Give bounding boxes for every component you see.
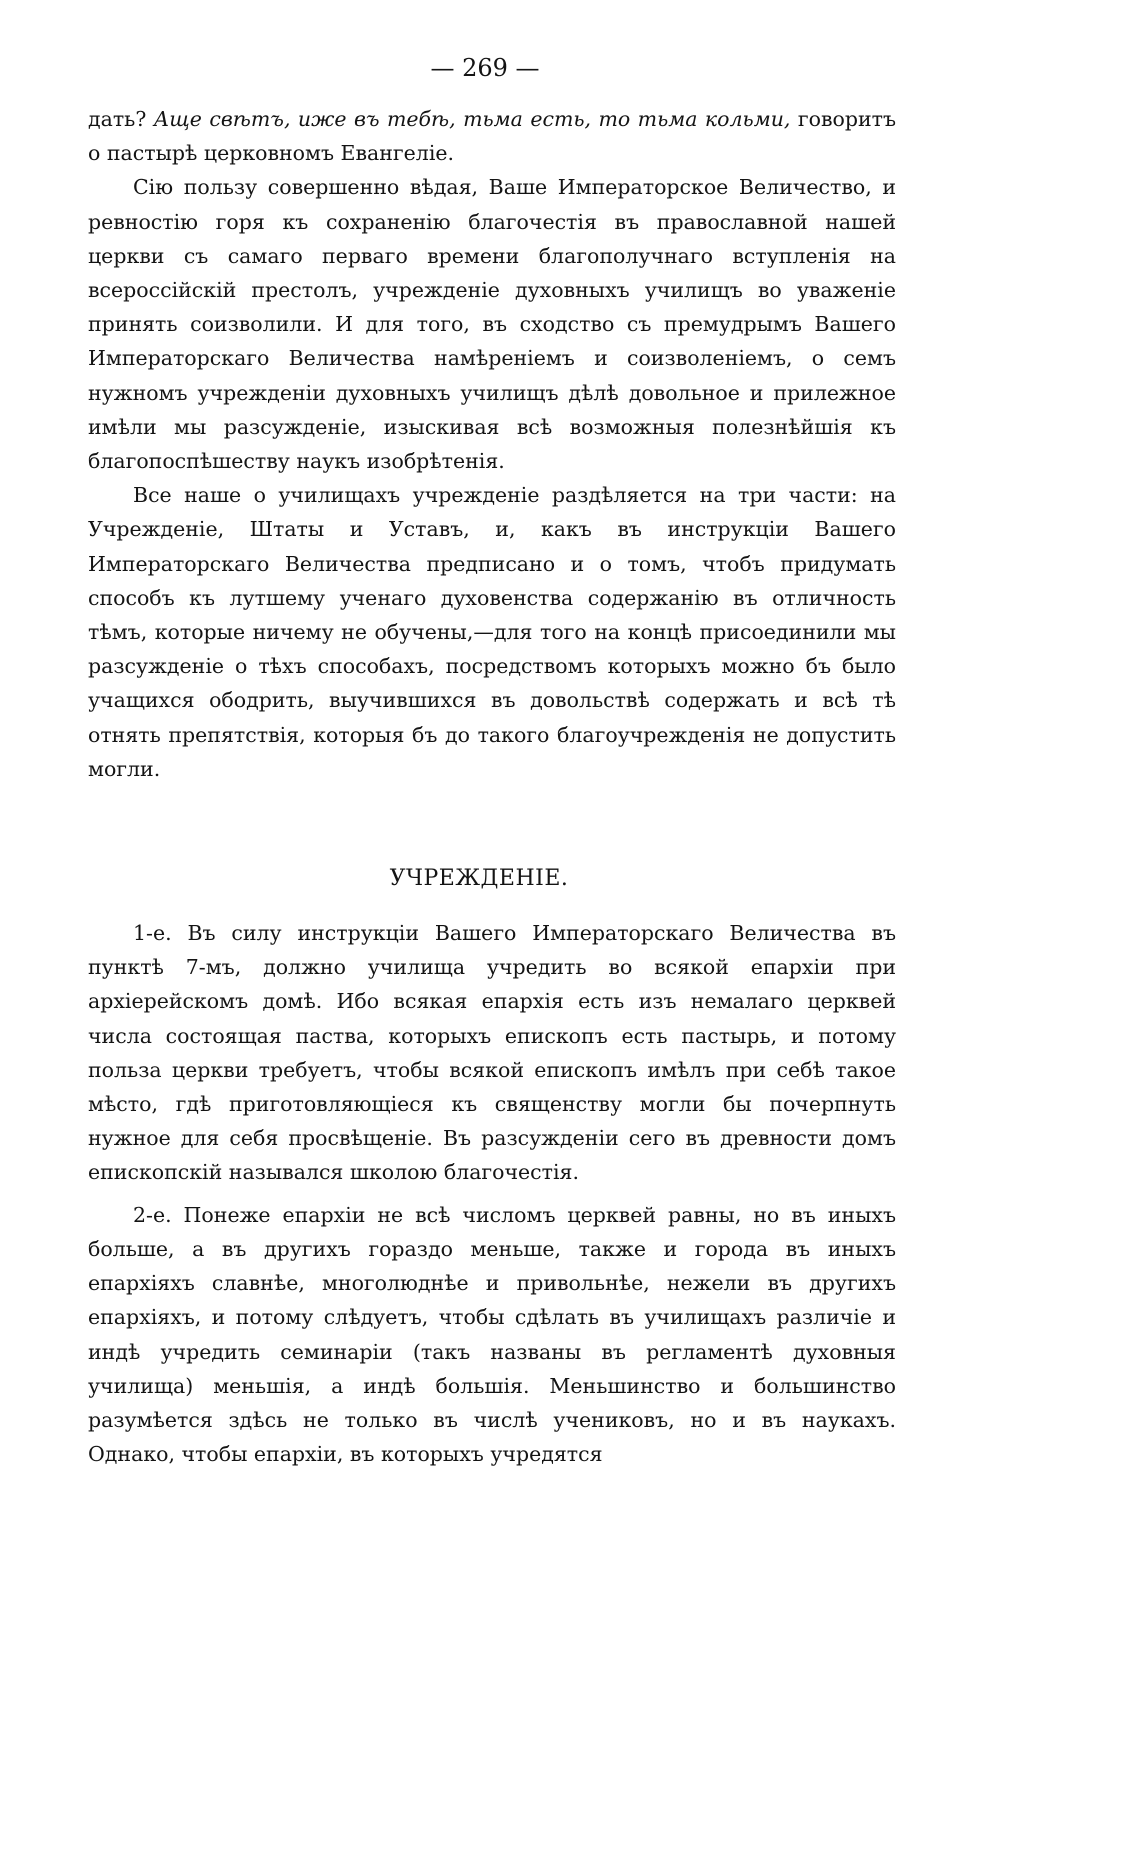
numbered-article: 2-е. Понеже епархіи не всѣ числомъ церквей равны, но въ иныхъ больше, а въ другихъ гораздо меньше, также и города въ иныхъ епархіяхъ славнѣе, многолюднѣе и привольнѣе, нежели въ другихъ епархіяхъ, и потому слѣдуетъ, чтобы сдѣлать въ училищахъ различіе и индѣ учредить семинаріи (такъ названы въ регламентѣ духовныя училища) меньшія, а индѣ большія. Меньшинство и большинство разумѣется здѣсь не только въ числѣ учениковъ, но и въ наукахъ. Однако, чтобы епархіи, въ которыхъ учредятся (88, 1202, 896, 1467)
document-page (88, 52, 896, 1471)
paragraph: Все наше о училищахъ учрежденіе раздѣляется на три части: на Учрежденіе, Штаты и Уставъ, и, какъ въ инструкціи Вашего Императорскаго Величества предписано и о томъ, чтобъ придумать способъ къ лутшему ученаго духовенства содержанію въ отличность тѣмъ, которые ничему не обучены,—для того на концѣ присоединили мы разсужденіе о тѣхъ способахъ, посредствомъ которыхъ можно бъ было учащихся ободрить, выучившихся въ довольствѣ содержать и всѣ тѣ отнять препятствія, которыя бъ до такого благоучрежденія не допустить могли. (88, 483, 896, 781)
paragraph: Сію пользу совершенно вѣдая, Ваше Императорское Величество, и ревностію горя къ сохраненію благочестія въ православной нашей церкви съ самаго перваго времени благополучнаго вступленія на всероссійскій престолъ, учрежденіе духовныхъ училищъ во уваженіе принять соизволили. И для того, въ сходство съ премудрымъ Вашего Императорскаго Величества намѣреніемъ и соизволеніемъ, о семъ нужномъ учрежденіи духовныхъ училищъ дѣлѣ довольное и прилежное имѣли мы разсужденіе, изыскивая всѣ возможныя полезнѣйшія къ благопоспѣшеству наукъ изобрѣтенія. (88, 175, 896, 474)
numbered-article: 1-е. Въ силу инструкціи Вашего Императорскаго Величества въ пунктѣ 7-мъ, должно училища учредить во всякой епархіи при архіерейскомъ домѣ. Ибо всякая епархія есть изъ немалаго церквей числа состоящая паства, которыхъ епископъ есть пастырь, и потому польза церкви требуетъ, чтобы всякой епископъ имѣлъ при себѣ такое мѣсто, гдѣ приготовляющіеся къ священству могли бы почерпнуть нужное для себя просвѣщеніе. Въ разсужденіи сего въ древности домъ епископскій назывался школою благочестія. (88, 921, 896, 1185)
page-number: — 269 — (430, 54, 540, 82)
section-heading: УЧРЕЖДЕНІЕ. (389, 866, 569, 892)
paragraph-continuation (88, 102, 896, 170)
scripture-quote: Аще свѣтъ, иже въ тебѣ, тьма есть, то тьма кольми, (153, 107, 791, 131)
paragraph-suffix: говоритъ о пастырѣ церковномъ Евангеліе. (88, 107, 896, 166)
paragraph-prefix: дать? (88, 107, 154, 131)
section-spacer (88, 786, 896, 864)
